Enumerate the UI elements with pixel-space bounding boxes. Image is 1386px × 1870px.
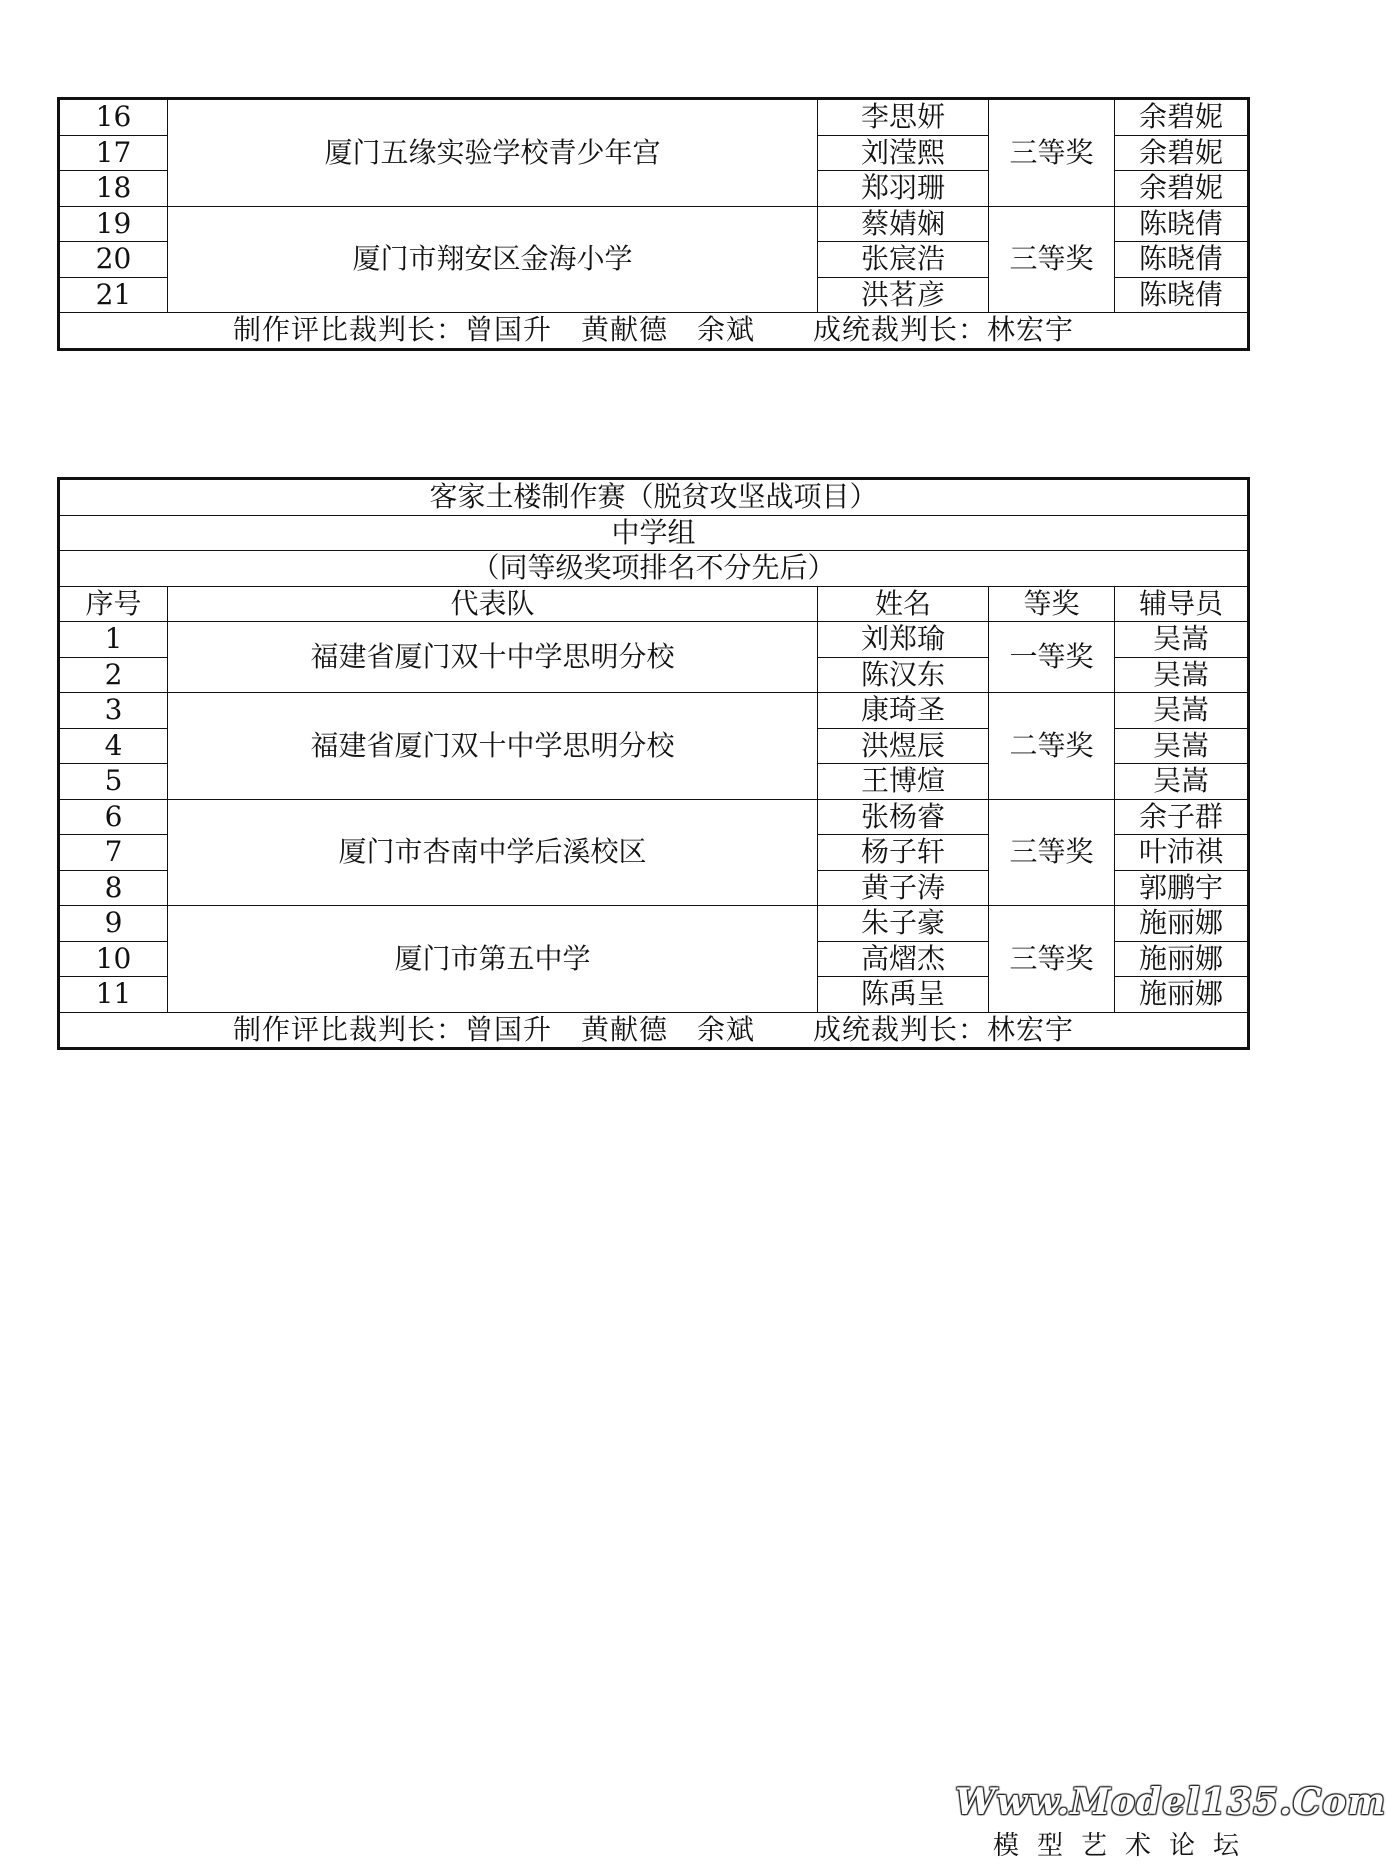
row-number: 16 — [59, 99, 168, 136]
award-table-continued — [57, 97, 1250, 351]
row-number: 11 — [59, 977, 168, 1013]
team-name: 福建省厦门双十中学思明分校 — [168, 622, 818, 693]
table-row — [59, 99, 1249, 136]
student-name: 陈汉东 — [818, 657, 989, 693]
coach-name: 施丽娜 — [1115, 941, 1249, 977]
row-number: 9 — [59, 906, 168, 942]
award-level: 三等奖 — [989, 906, 1115, 1013]
table-row — [59, 799, 1249, 835]
note-row — [59, 551, 1249, 587]
row-number: 19 — [59, 206, 168, 242]
coach-name: 施丽娜 — [1115, 906, 1249, 942]
coach-name: 吴嵩 — [1115, 764, 1249, 800]
site-watermark — [955, 1781, 1386, 1862]
student-name: 李思妍 — [818, 99, 989, 136]
coach-name: 郭鹏宇 — [1115, 870, 1249, 906]
team-name: 厦门市翔安区金海小学 — [168, 206, 818, 313]
row-number: 21 — [59, 277, 168, 313]
coach-name: 陈晓倩 — [1115, 242, 1249, 278]
judges-footer-row — [59, 1012, 1249, 1049]
student-name: 康琦圣 — [818, 693, 989, 729]
student-name: 王博煊 — [818, 764, 989, 800]
coach-name: 施丽娜 — [1115, 977, 1249, 1013]
team-name: 厦门市第五中学 — [168, 906, 818, 1013]
student-name: 陈禹呈 — [818, 977, 989, 1013]
award-level: 三等奖 — [989, 206, 1115, 313]
header-coach: 辅导员 — [1115, 586, 1249, 622]
row-number: 6 — [59, 799, 168, 835]
watermark-url: Www.Model135.Com — [955, 1781, 1386, 1823]
student-name: 黄子涛 — [818, 870, 989, 906]
student-name: 刘滢熙 — [818, 135, 989, 171]
row-number: 1 — [59, 622, 168, 658]
row-number: 4 — [59, 728, 168, 764]
coach-name: 余碧妮 — [1115, 171, 1249, 207]
team-name: 厦门五缘实验学校青少年宫 — [168, 99, 818, 207]
table-row — [59, 693, 1249, 729]
student-name: 郑羽珊 — [818, 171, 989, 207]
student-name: 朱子豪 — [818, 906, 989, 942]
coach-name: 余子群 — [1115, 799, 1249, 835]
student-name: 刘郑瑜 — [818, 622, 989, 658]
student-name: 张宸浩 — [818, 242, 989, 278]
student-name: 杨子轩 — [818, 835, 989, 871]
coach-name: 吴嵩 — [1115, 693, 1249, 729]
judges-footer-row — [59, 313, 1249, 350]
header-award: 等奖 — [989, 586, 1115, 622]
row-number: 2 — [59, 657, 168, 693]
award-table-middle-school — [57, 477, 1250, 1050]
watermark-site-name: 模型艺术论坛 — [992, 1831, 1257, 1861]
group-name: 中学组 — [59, 515, 1249, 551]
table-title: 客家土楼制作赛（脱贫攻坚战项目） — [59, 479, 1249, 516]
header-no: 序号 — [59, 586, 168, 622]
award-level: 一等奖 — [989, 622, 1115, 693]
judges-footer: 制作评比裁判长：曾国升 黄献德 余斌 成统裁判长：林宏宇 — [59, 1012, 1249, 1049]
header-name: 姓名 — [818, 586, 989, 622]
row-number: 10 — [59, 941, 168, 977]
row-number: 5 — [59, 764, 168, 800]
header-row — [59, 586, 1249, 622]
student-name: 洪茗彦 — [818, 277, 989, 313]
award-level: 三等奖 — [989, 799, 1115, 906]
award-level: 二等奖 — [989, 693, 1115, 800]
judges-footer: 制作评比裁判长：曾国升 黄献德 余斌 成统裁判长：林宏宇 — [59, 313, 1249, 350]
coach-name: 陈晓倩 — [1115, 277, 1249, 313]
team-name: 厦门市杏南中学后溪校区 — [168, 799, 818, 906]
row-number: 17 — [59, 135, 168, 171]
student-name: 张杨睿 — [818, 799, 989, 835]
coach-name: 吴嵩 — [1115, 657, 1249, 693]
award-level: 三等奖 — [989, 99, 1115, 207]
ranking-note: （同等级奖项排名不分先后） — [59, 551, 1249, 587]
coach-name: 余碧妮 — [1115, 135, 1249, 171]
coach-name: 余碧妮 — [1115, 99, 1249, 136]
row-number: 7 — [59, 835, 168, 871]
row-number: 8 — [59, 870, 168, 906]
coach-name: 吴嵩 — [1115, 622, 1249, 658]
header-team: 代表队 — [168, 586, 818, 622]
table-row — [59, 906, 1249, 942]
row-number: 18 — [59, 171, 168, 207]
group-row — [59, 515, 1249, 551]
student-name: 高熠杰 — [818, 941, 989, 977]
student-name: 蔡婧娴 — [818, 206, 989, 242]
table-row — [59, 622, 1249, 658]
table-row — [59, 206, 1249, 242]
coach-name: 叶沛祺 — [1115, 835, 1249, 871]
coach-name: 陈晓倩 — [1115, 206, 1249, 242]
row-number: 3 — [59, 693, 168, 729]
title-row — [59, 479, 1249, 516]
student-name: 洪煜辰 — [818, 728, 989, 764]
team-name: 福建省厦门双十中学思明分校 — [168, 693, 818, 800]
coach-name: 吴嵩 — [1115, 728, 1249, 764]
row-number: 20 — [59, 242, 168, 278]
